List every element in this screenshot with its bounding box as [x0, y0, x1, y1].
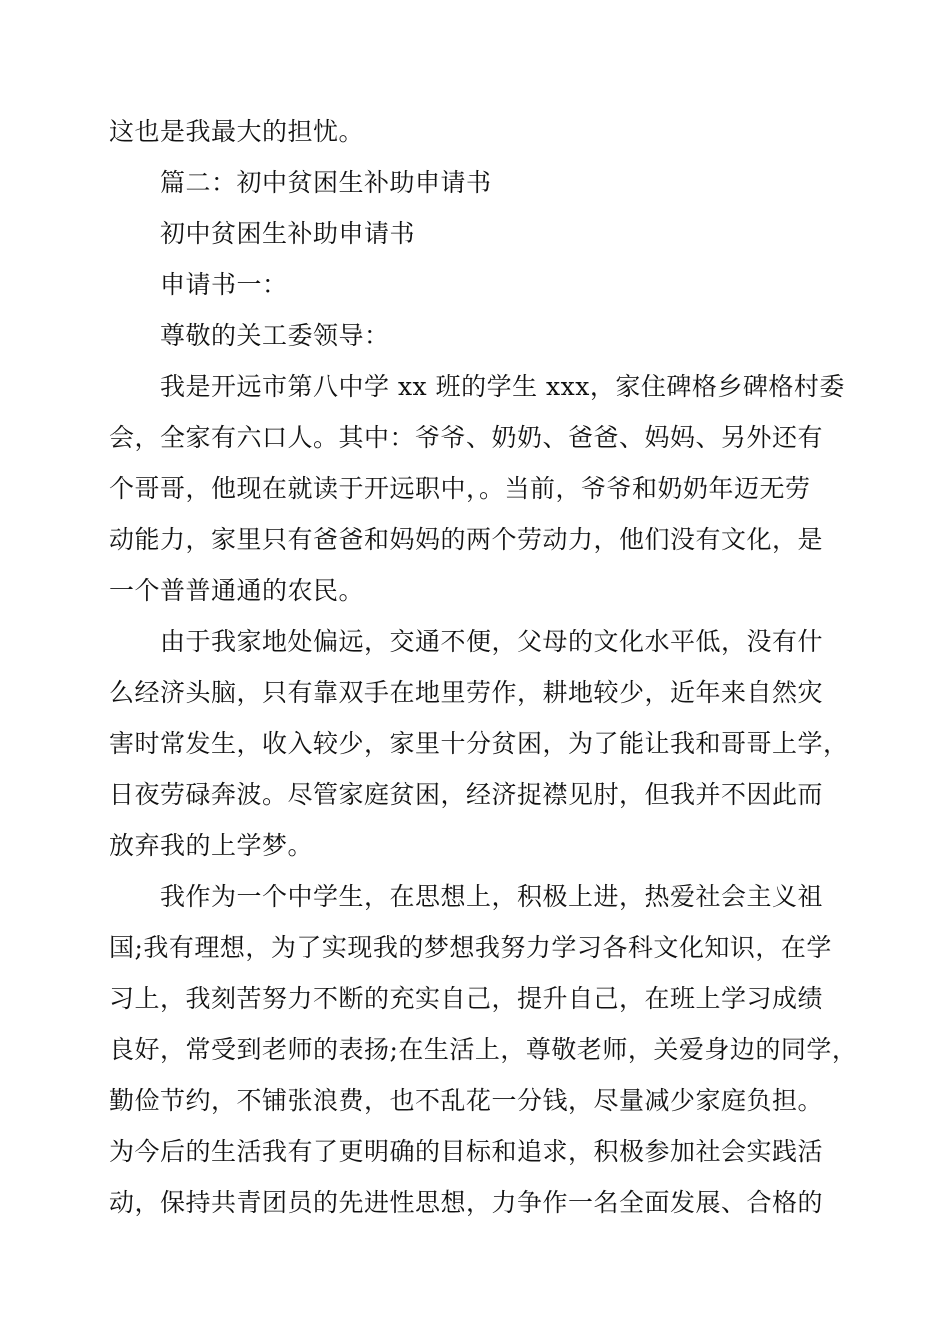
paragraph-line: 放弃我的上学梦。 — [109, 831, 314, 860]
paragraph-line: 个哥哥，他现在就读于开远职中，。当前，爷爷和奶奶年迈无劳 — [109, 474, 811, 503]
document-title: 初中贫困生补助申请书 — [160, 219, 416, 248]
section-heading: 篇二：初中贫困生补助申请书 — [160, 168, 492, 197]
subsection-label: 申请书一： — [160, 270, 288, 299]
paragraph-line: 国;我有理想，为了实现我的梦想我努力学习各科文化知识，在学 — [109, 933, 832, 962]
paragraph-line: 动，保持共青团员的先进性思想，力争作一名全面发展、合格的 — [109, 1188, 824, 1217]
salutation: 尊敬的关工委领导： — [160, 321, 390, 350]
paragraph-line: 么经济头脑，只有靠双手在地里劳作，耕地较少，近年来自然灾 — [109, 678, 824, 707]
paragraph-line: 动能力，家里只有爸爸和妈妈的两个劳动力，他们没有文化，是 — [109, 525, 824, 554]
paragraph-line: 一个普普通通的农民。 — [109, 576, 365, 605]
paragraph-line: 勤俭节约，不铺张浪费，也不乱花一分钱，尽量减少家庭负担。 — [109, 1086, 824, 1115]
paragraph-line: 日夜劳碌奔波。尽管家庭贫困，经济捉襟见肘，但我并不因此而 — [109, 780, 824, 809]
paragraph-line: 我是开远市第八中学 xx 班的学生 xxx，家住碑格乡碑格村委 — [160, 372, 845, 401]
paragraph-line: 由于我家地处偏远，交通不便，父母的文化水平低，没有什 — [160, 627, 824, 656]
paragraph-line: 习上，我刻苦努力不断的充实自己，提升自己，在班上学习成绩 — [109, 984, 824, 1013]
paragraph-line: 我作为一个中学生，在思想上，积极上进，热爱社会主义祖 — [160, 882, 824, 911]
paragraph-line: 为今后的生活我有了更明确的目标和追求，积极参加社会实践活 — [109, 1137, 824, 1166]
paragraph-line: 良好，常受到老师的表扬;在生活上，尊敬老师，关爱身边的同学， — [109, 1035, 858, 1064]
paragraph-line: 会，全家有六口人。其中：爷爷、奶奶、爸爸、妈妈、另外还有 — [109, 423, 824, 452]
paragraph-line: 害时常发生，收入较少，家里十分贫困，为了能让我和哥哥上学， — [109, 729, 849, 758]
text-line: 这也是我最大的担忧。 — [109, 117, 365, 146]
